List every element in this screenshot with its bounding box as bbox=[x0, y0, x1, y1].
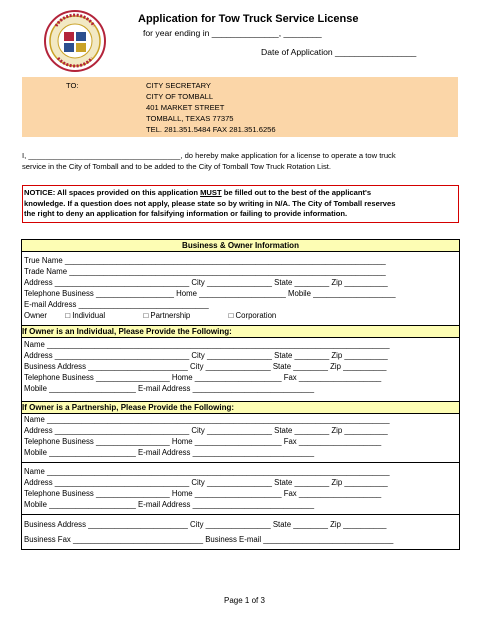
must-emphasis: MUST bbox=[200, 188, 222, 197]
partner2-address-field[interactable]: Address _______________________________ City _______________ State ________ Zip __________ bbox=[24, 478, 388, 487]
individual-telephone-field[interactable]: Telephone Business _________________ Home ____________________ Fax ___________________ bbox=[24, 373, 382, 382]
owner-individual-checkbox[interactable]: □ Individual bbox=[65, 311, 106, 320]
addressee-line: TOMBALL, TEXAS 77375 bbox=[146, 114, 234, 123]
individual-heading: If Owner is an Individual, Please Provide the Following: bbox=[22, 325, 459, 338]
addressee-line: 401 MARKET STREET bbox=[146, 103, 225, 112]
business-owner-heading: Business & Owner Information bbox=[22, 240, 459, 252]
partner2-telephone-field[interactable]: Telephone Business _________________ Home ____________________ Fax ___________________ bbox=[24, 489, 382, 498]
individual-business-address-field[interactable]: Business Address _______________________ City _______________ State ________ Zip __________ bbox=[24, 362, 387, 371]
addressee-line: TEL. 281.351.5484 FAX 281.351.6256 bbox=[146, 125, 276, 134]
partner2-mobile-email-field[interactable]: Mobile ____________________ E-mail Address ____________________________ bbox=[24, 500, 315, 509]
addressee-line: CITY SECRETARY bbox=[146, 81, 211, 90]
individual-mobile-email-field[interactable]: Mobile ____________________ E-mail Address ____________________________ bbox=[24, 384, 315, 393]
trade-name-field[interactable]: Trade Name _________________________________________________________________________ bbox=[24, 267, 386, 276]
date-of-application-field[interactable]: Date of Application _________________ bbox=[261, 47, 417, 57]
owner-label: Owner bbox=[24, 311, 47, 320]
telephone-field[interactable]: Telephone Business __________________ Home ____________________ Mobile ___________________ bbox=[24, 289, 396, 298]
applicant-name-line[interactable]: I, ____________________________________, do hereby make application for a license to operate a tow truck bbox=[22, 151, 396, 160]
email-field[interactable]: E-mail Address ______________________________ bbox=[24, 300, 209, 309]
owner-partnership-checkbox[interactable]: □ Partnership bbox=[143, 311, 191, 320]
address-field[interactable]: Address _______________________________ City _______________ State ________ Zip __________ bbox=[24, 278, 388, 287]
intro-line: service in the City of Tomball and to be added to the City of Tomball Tow Truck Rotation List. bbox=[22, 162, 331, 171]
business-address-field[interactable]: Business Address _______________________ City _______________ State ________ Zip __________ bbox=[24, 520, 387, 529]
individual-address-field[interactable]: Address _______________________________ City _______________ State ________ Zip __________ bbox=[24, 351, 388, 360]
individual-name-field[interactable]: Name _______________________________________________________________________________ bbox=[24, 340, 390, 349]
notice-line: knowledge. If a question does not apply, please state so by writing in N/A. The City of Tomball reserves bbox=[24, 198, 396, 208]
notice-box bbox=[22, 185, 459, 223]
true-name-field[interactable]: True Name __________________________________________________________________________ bbox=[24, 256, 386, 265]
divider bbox=[22, 514, 459, 515]
business-fax-email-field[interactable]: Business Fax ______________________________ Business E-mail ______________________________ bbox=[24, 535, 394, 544]
year-ending-field[interactable]: for year ending in ______________, ________ bbox=[143, 28, 322, 38]
owner-type-row bbox=[24, 311, 276, 320]
partner1-telephone-field[interactable]: Telephone Business _________________ Home ____________________ Fax ___________________ bbox=[24, 437, 382, 446]
to-label: TO: bbox=[66, 81, 79, 90]
partner1-mobile-email-field[interactable]: Mobile ____________________ E-mail Address ____________________________ bbox=[24, 448, 315, 457]
partnership-heading: If Owner is a Partnership, Please Provide the Following: bbox=[22, 401, 459, 414]
addressee-line: CITY OF TOMBALL bbox=[146, 92, 214, 101]
form-title: Application for Tow Truck Service License bbox=[138, 13, 359, 25]
owner-corporation-checkbox[interactable]: □ Corporation bbox=[228, 311, 277, 320]
partner1-name-field[interactable]: Name _______________________________________________________________________________ bbox=[24, 415, 390, 424]
partner1-address-field[interactable]: Address _______________________________ City _______________ State ________ Zip __________ bbox=[24, 426, 388, 435]
intro-paragraph bbox=[22, 150, 462, 172]
notice-line: NOTICE: All spaces provided on this application MUST be filled out to the best of the applicant's bbox=[24, 188, 372, 197]
city-seal-logo bbox=[44, 10, 106, 72]
partner2-name-field[interactable]: Name _______________________________________________________________________________ bbox=[24, 467, 390, 476]
page-number: Page 1 of 3 bbox=[224, 596, 265, 605]
divider bbox=[22, 462, 459, 463]
notice-line: the right to deny an application for falsifying information or failing to provide information. bbox=[24, 209, 348, 218]
